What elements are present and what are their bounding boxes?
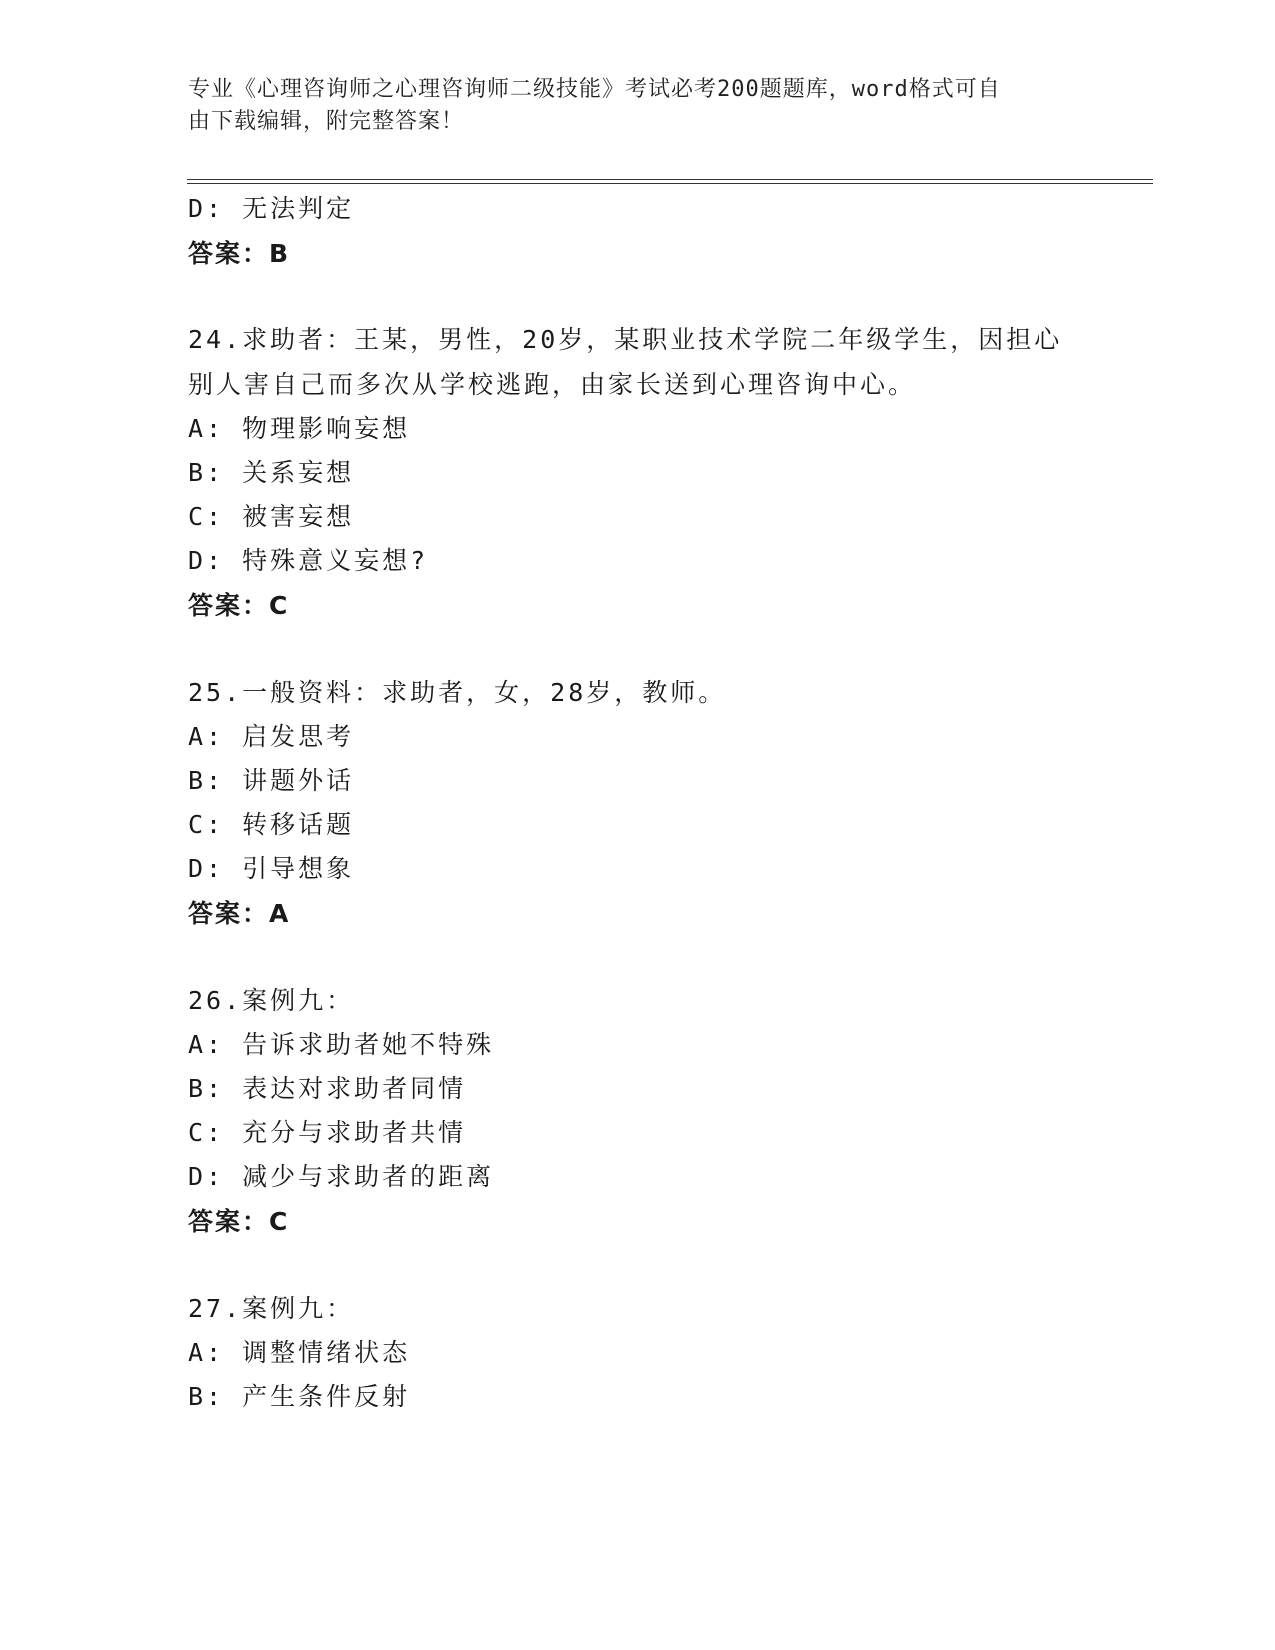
q26-answer: 答案：C: [188, 1207, 290, 1236]
q25-option-b: B: 讲题外话: [188, 766, 355, 795]
q24-option-b: B: 关系妄想: [188, 458, 355, 487]
q26-stem: 26.案例九：: [188, 986, 355, 1015]
q25-option-c: C: 转移话题: [188, 810, 355, 839]
q27-option-a: A: 调整情绪状态: [188, 1338, 411, 1367]
header-divider-bottom: [187, 183, 1153, 184]
q26-option-a: A: 告诉求助者她不特殊: [188, 1030, 495, 1059]
q24-option-d: D: 特殊意义妄想?: [188, 546, 429, 575]
q25-option-a: A: 启发思考: [188, 722, 355, 751]
prev-question-answer: 答案：B: [188, 239, 291, 268]
header-line-2: 由下载编辑，附完整答案！: [188, 109, 465, 134]
q27-stem: 27.案例九：: [188, 1294, 355, 1323]
q24-answer: 答案：C: [188, 591, 290, 620]
q25-option-d: D: 引导想象: [188, 854, 355, 883]
q24-option-c: C: 被害妄想: [188, 502, 355, 531]
q24-option-a: A: 物理影响妄想: [188, 414, 411, 443]
q27-option-b: B: 产生条件反射: [188, 1382, 411, 1411]
q24-stem-line-2: 别人害自己而多次从学校逃跑，由家长送到心理咨询中心。: [188, 370, 917, 399]
q26-option-c: C: 充分与求助者共情: [188, 1118, 467, 1147]
header-line-1: 专业《心理咨询师之心理咨询师二级技能》考试必考200题题库，word格式可自: [188, 77, 1001, 102]
header-divider-top: [187, 179, 1153, 180]
q26-option-b: B: 表达对求助者同情: [188, 1074, 467, 1103]
document-header: [188, 74, 1068, 138]
q24-stem-line-1: 24.求助者：王某，男性，20岁，某职业技术学院二年级学生，因担心: [188, 325, 1063, 354]
q25-answer: 答案：A: [188, 899, 291, 928]
prev-question-option-d: D: 无法判定: [188, 194, 355, 223]
q25-stem: 25.一般资料：求助者，女，28岁，教师。: [188, 678, 727, 707]
q26-option-d: D: 减少与求助者的距离: [188, 1162, 495, 1191]
